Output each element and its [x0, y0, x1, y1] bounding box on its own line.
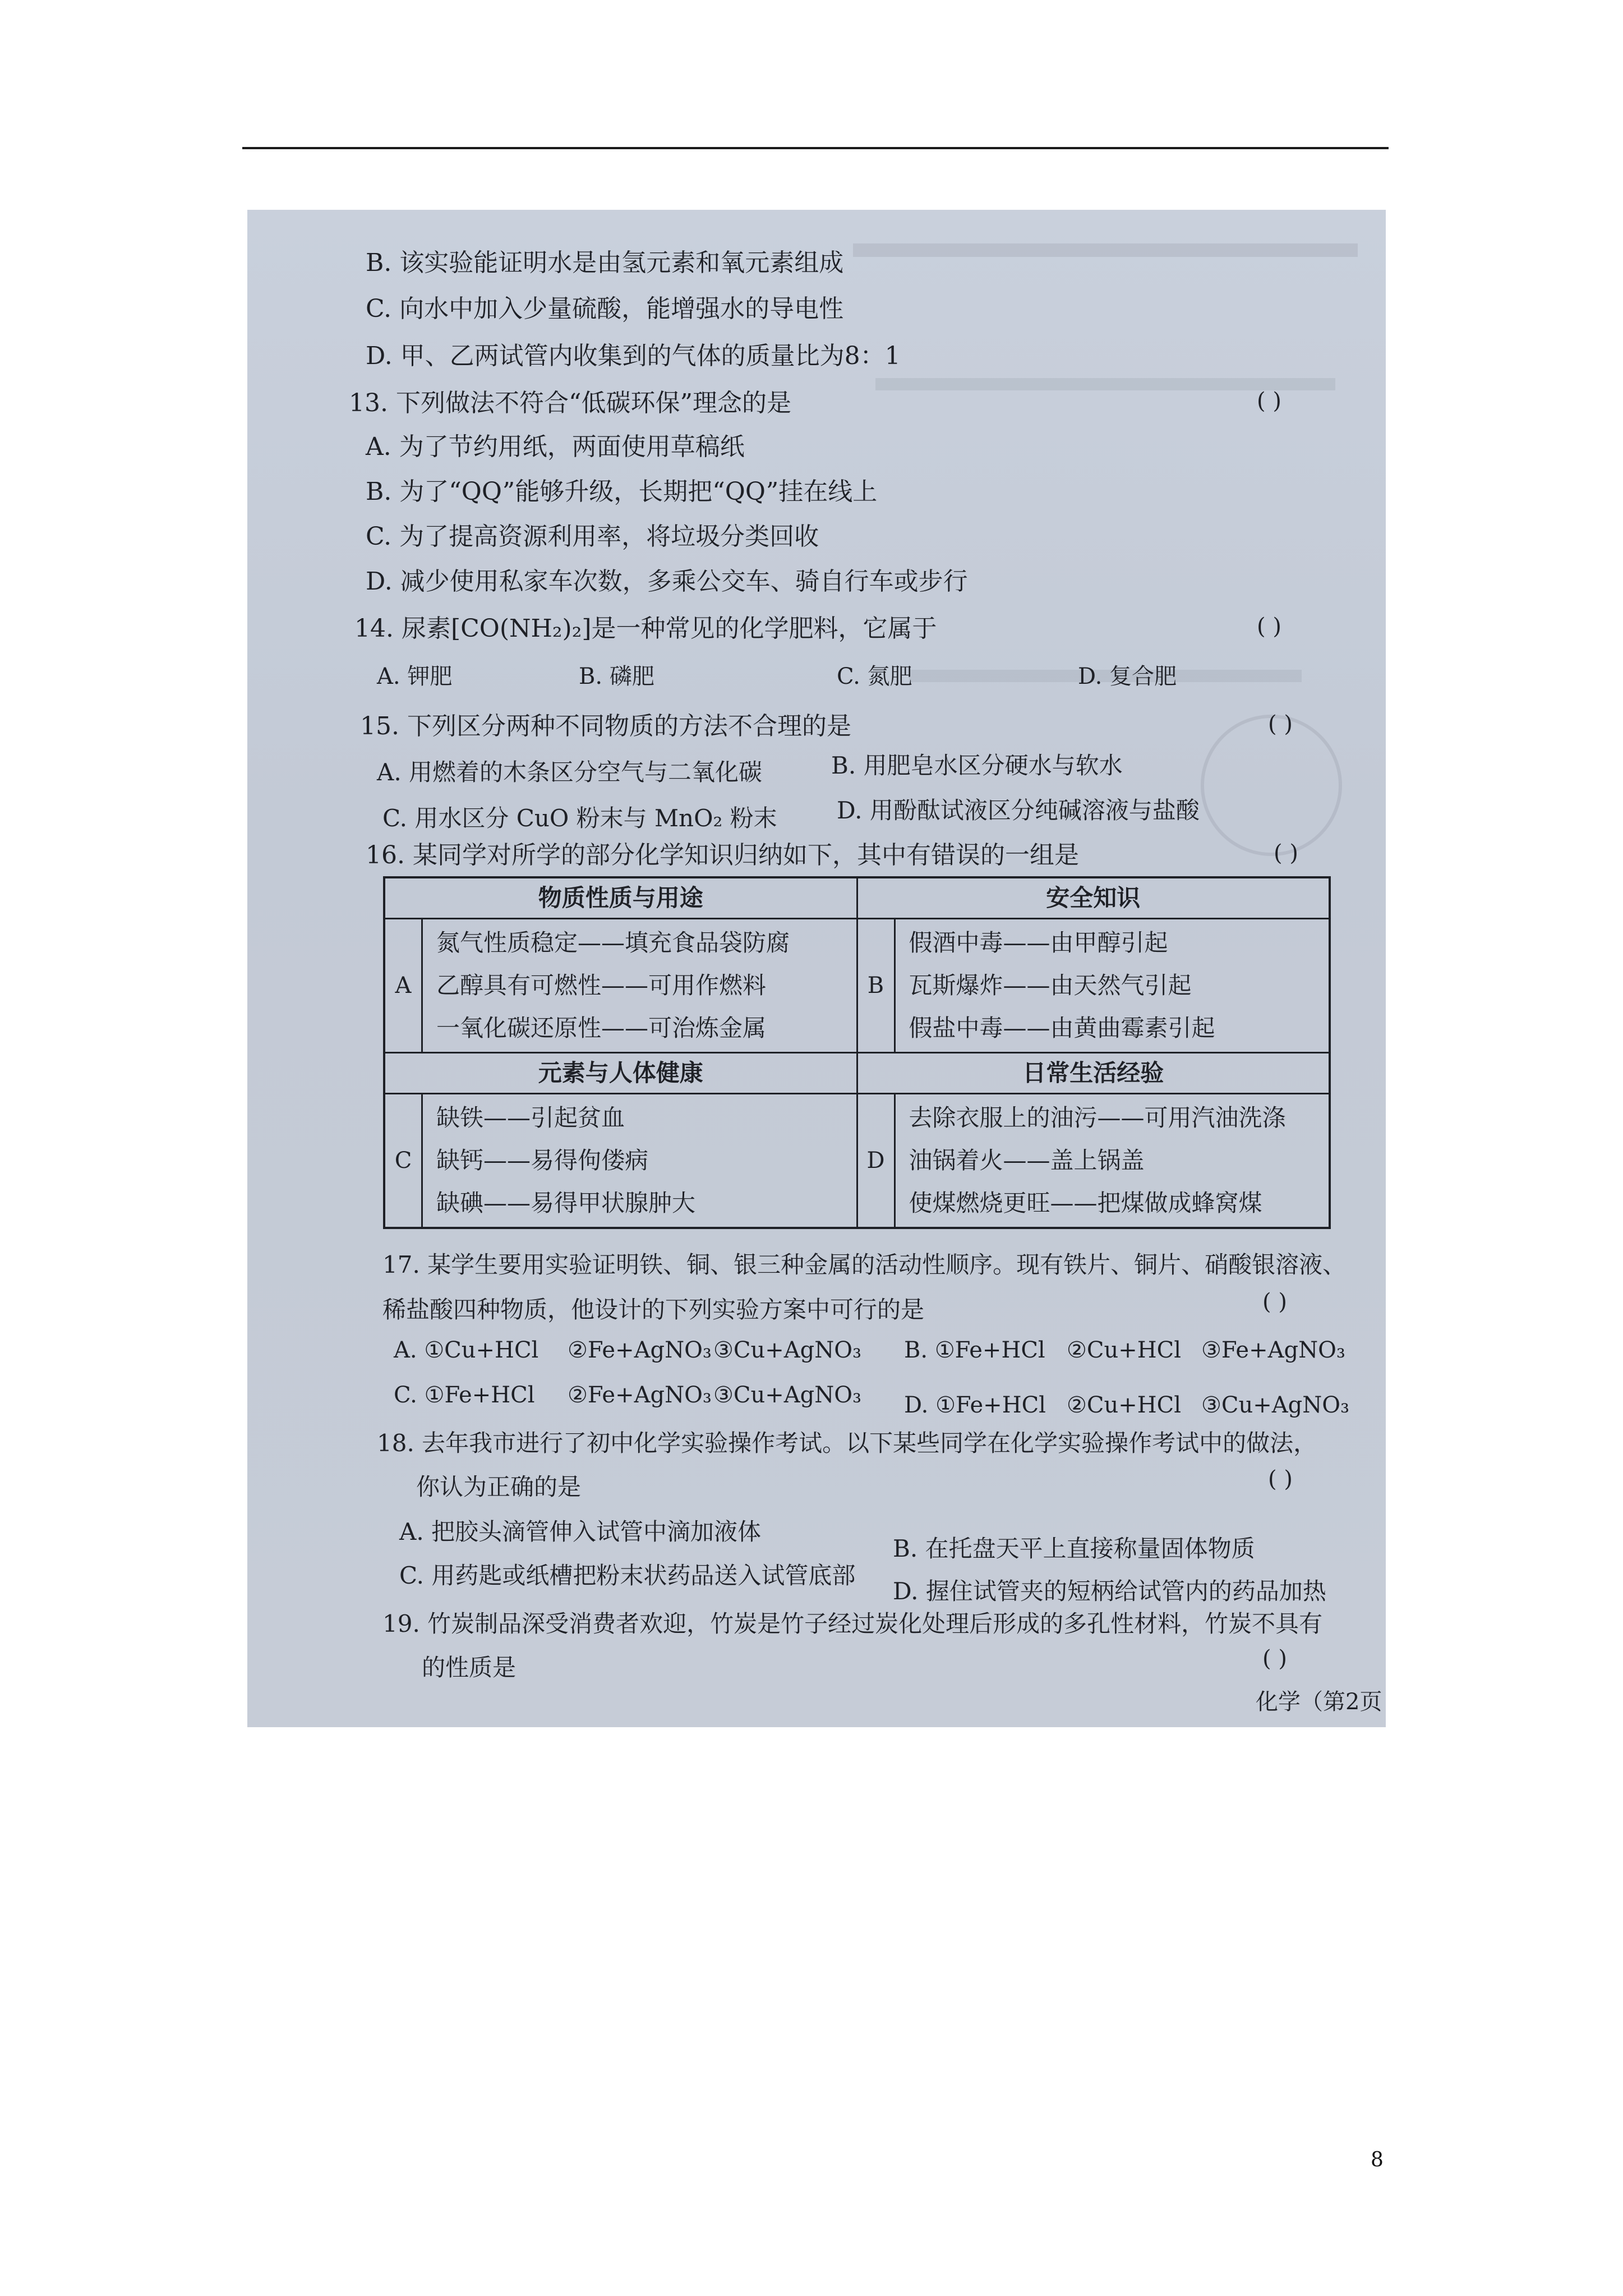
q16-answer-paren: ( ) [1274, 840, 1298, 866]
cell-d-line: 使煤燃烧更旺——把煤做成蜂窝煤 [909, 1189, 1262, 1217]
cell-a-line: 乙醇具有可燃性——可用作燃料 [436, 972, 767, 999]
q17-a-1: A. ①Cu+HCl [394, 1337, 539, 1363]
q13-option-c: C. 为了提高资源利用率，将垃圾分类回收 [366, 522, 819, 551]
q18-stem-line1: 18. 去年我市进行了初中化学实验操作考试。以下某些同学在化学实验操作考试中的做法， [377, 1429, 1317, 1457]
q18-option-d: D. 握住试管夹的短柄给试管内的药品加热 [893, 1577, 1326, 1605]
q14-options-row [377, 659, 1330, 692]
q17-a-3: ③Cu+AgNO₃ [713, 1337, 862, 1363]
q17-a-2: ②Fe+AgNO₃ [568, 1337, 712, 1363]
q17-options-row-cd [394, 1382, 1350, 1418]
table-cell-b [856, 919, 1329, 1052]
q19-stem-line2: 的性质是 [422, 1654, 517, 1681]
q17-d-3: ③Cu+AgNO₃ [1201, 1392, 1350, 1418]
q18-stem-line2: 你认为正确的是 [416, 1473, 582, 1501]
cell-b-line: 瓦斯爆炸——由天然气引起 [909, 972, 1192, 999]
q17-c-3: ③Cu+AgNO₃ [713, 1382, 862, 1408]
page-number: 8 [1371, 2148, 1384, 2171]
cell-c-line: 缺碘——易得甲状腺肿大 [436, 1189, 696, 1217]
table-row [385, 918, 1329, 1052]
table-row [385, 1093, 1329, 1227]
q13-option-d: D. 减少使用私家车次数，多乘公交车、骑自行车或步行 [366, 567, 968, 596]
q15-option-d: D. 用酚酞试液区分纯碱溶液与盐酸 [837, 797, 1200, 824]
q17-options-row-ab [394, 1337, 1347, 1371]
table-header-properties: 物质性质与用途 [538, 884, 703, 912]
cell-letter-d: D [858, 1094, 896, 1227]
cell-c-line: 缺铁——引起贫血 [436, 1104, 625, 1131]
table-header-row [385, 878, 1329, 918]
scanned-exam-photo [247, 210, 1386, 1727]
q18-option-b: B. 在托盘天平上直接称量固体物质 [893, 1535, 1255, 1562]
q14-stem: 14. 尿素[CO(NH₂)₂]是一种常见的化学肥料，它属于 [354, 614, 937, 643]
table-header-row [385, 1052, 1329, 1093]
q14-option-a: A. 钾肥 [377, 664, 453, 689]
q17-answer-paren: ( ) [1262, 1289, 1287, 1315]
q17-stem-line2: 稀盐酸四种物质，他设计的下列实验方案中可行的是 [382, 1296, 925, 1323]
q12-option-d: D. 甲、乙两试管内收集到的气体的质量比为8：1 [366, 342, 901, 370]
q17-stem-line1: 17. 某学生要用实验证明铁、铜、银三种金属的活动性顺序。现有铁片、铜片、硝酸银溶液、 [382, 1251, 1347, 1278]
q19-stem-line1: 19. 竹炭制品深受消费者欢迎，竹炭是竹子经过炭化处理后形成的多孔性材料，竹炭不具有 [382, 1610, 1323, 1637]
q16-knowledge-table [383, 876, 1331, 1229]
cell-letter-c: C [385, 1094, 423, 1227]
header-rule [242, 147, 1389, 149]
q14-answer-paren: ( ) [1257, 614, 1281, 639]
q18-answer-paren: ( ) [1268, 1466, 1293, 1492]
q14-option-b: B. 磷肥 [579, 664, 654, 689]
table-cell-c [385, 1094, 856, 1227]
cell-d-line: 油锅着火——盖上锅盖 [909, 1147, 1145, 1174]
cell-letter-b: B [858, 919, 896, 1052]
q15-option-b: B. 用肥皂水区分硬水与软水 [831, 752, 1123, 779]
q17-b-1: B. ①Fe+HCl [904, 1337, 1045, 1363]
q12-option-c: C. 向水中加入少量硫酸，能增强水的导电性 [366, 295, 844, 323]
cell-b-line: 假盐中毒——由黄曲霉素引起 [909, 1014, 1215, 1042]
q15-option-c: C. 用水区分 CuO 粉末与 MnO₂ 粉末 [382, 804, 777, 832]
q15-answer-paren: ( ) [1268, 711, 1293, 737]
q17-c-1: C. ①Fe+HCl [394, 1382, 535, 1408]
cell-c-line: 缺钙——易得佝偻病 [436, 1147, 649, 1174]
table-header-safety: 安全知识 [856, 878, 1329, 918]
cell-letter-a: A [385, 919, 423, 1052]
bleed-through-mark [853, 243, 1358, 257]
q15-option-a: A. 用燃着的木条区分空气与二氧化碳 [377, 758, 763, 786]
q19-answer-paren: ( ) [1262, 1646, 1287, 1672]
q13-option-b: B. 为了“QQ”能够升级，长期把“QQ”挂在线上 [366, 477, 878, 506]
q13-stem: 13. 下列做法不符合“低碳环保”理念的是 [349, 389, 791, 417]
table-header-health: 元素与人体健康 [538, 1059, 703, 1087]
q15-stem: 15. 下列区分两种不同物质的方法不合理的是 [360, 712, 851, 740]
q17-d-2: ②Cu+HCl [1067, 1392, 1182, 1418]
table-header-daily-life: 日常生活经验 [856, 1053, 1329, 1093]
q17-b-3: ③Fe+AgNO₃ [1201, 1337, 1345, 1363]
q12-option-b: B. 该实验能证明水是由氢元素和氧元素组成 [366, 249, 844, 277]
cell-a-line: 氮气性质稳定——填充食品袋防腐 [436, 929, 790, 956]
q18-option-a: A. 把胶头滴管伸入试管中滴加液体 [399, 1518, 762, 1545]
q18-option-c: C. 用药匙或纸槽把粉末状药品送入试管底部 [399, 1562, 856, 1589]
table-cell-a [385, 919, 856, 1052]
q14-option-c: C. 氮肥 [837, 664, 912, 689]
q14-option-d: D. 复合肥 [1078, 664, 1177, 689]
q13-answer-paren: ( ) [1257, 388, 1281, 414]
sheet-footer-label: 化学（第2页 [1256, 1689, 1382, 1715]
q16-stem: 16. 某同学对所学的部分化学知识归纳如下，其中有错误的一组是 [366, 841, 1079, 869]
q17-d-1: D. ①Fe+HCl [904, 1392, 1046, 1418]
q17-c-2: ②Fe+AgNO₃ [568, 1382, 712, 1408]
table-cell-d [856, 1094, 1329, 1227]
q17-b-2: ②Cu+HCl [1067, 1337, 1182, 1363]
q13-option-a: A. 为了节约用纸，两面使用草稿纸 [366, 432, 745, 461]
cell-b-line: 假酒中毒——由甲醇引起 [909, 929, 1168, 956]
cell-a-line: 一氧化碳还原性——可治炼金属 [436, 1014, 767, 1042]
cell-d-line: 去除衣服上的油污——可用汽油洗涤 [909, 1104, 1286, 1131]
